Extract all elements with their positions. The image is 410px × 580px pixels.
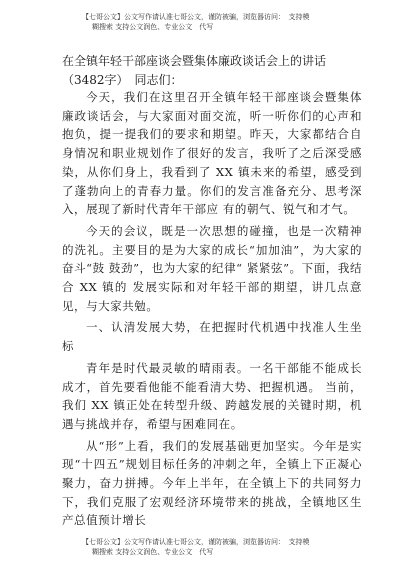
- document-title: 在全镇年轻干部座谈会暨集体廉政谈话会上的讲话（3482字） 同志们：: [62, 54, 327, 87]
- footer-line-1: 【七哥公文】公文写作请认准七哥公文，谨防被骗，浏览器访问： 支持模: [82, 538, 310, 546]
- paragraph-1: 今天，我们在这里召开全镇年轻干部座谈会暨集体廉政谈话会，与大家面对面交流，听一听你们的心声和抱负，提一提我们的要求和期望。昨天，大家都结合自身情况和职业规划作了很好的发言，我听了之后深受感染，从你们身上，我看到了 XX 镇未来的希望，感受到了蓬勃向上的青春力量。你们的发言准备充分、思考深入，展现了新时代青年干部应 有的朝气、锐气和才气。: [62, 90, 362, 217]
- paragraph-2: 今天的会议，既是一次思想的碰撞，也是一次精神的洗礼。主要目的是为大家的成长“加加油”，为大家的奋斗“鼓 鼓劲”，也为大家的纪律“ 紧紧弦”。下面，我结合 XX 镇的 发展实际和对年轻干部的期望，讲几点意见，与大家共勉。: [62, 223, 362, 313]
- footer-line-2: 糊搜索 支持公文润色、专业公文 代写: [92, 548, 214, 556]
- header-line-2: 糊搜索 支持公文润色、专业公文 代写: [92, 23, 214, 31]
- paragraph-3: 青年是时代最灵敏的晴雨表。一名干部能不能成长成才，首先要看他能不能看清大势、把握机遇。 当前，我们 XX 镇正处在转型升级、跨越发展的关键时期，机遇与挑战并存，希望与困难同在。: [62, 360, 362, 431]
- section-heading-1: 一、认清发展大势，在把握时代机遇中找准人生坐标: [62, 320, 362, 354]
- paragraph-4: 从“形”上看，我们的发展基础更加坚实。今年是实现“十四五”规划目标任务的冲刺之年，全镇上下正凝心聚力，奋力拼搏。今年上半年，在全镇上下的共同努力下，我们克服了宏观经济环境带来的挑战，全镇地区生产总值预计增长: [62, 438, 362, 528]
- page-header-banner: [82, 12, 372, 32]
- page-footer-banner: [82, 537, 372, 557]
- header-line-1: 【七哥公文】公文写作请认准七哥公文，谨防被骗，浏览器访问： 支持模: [82, 13, 310, 21]
- document-body: [62, 88, 362, 533]
